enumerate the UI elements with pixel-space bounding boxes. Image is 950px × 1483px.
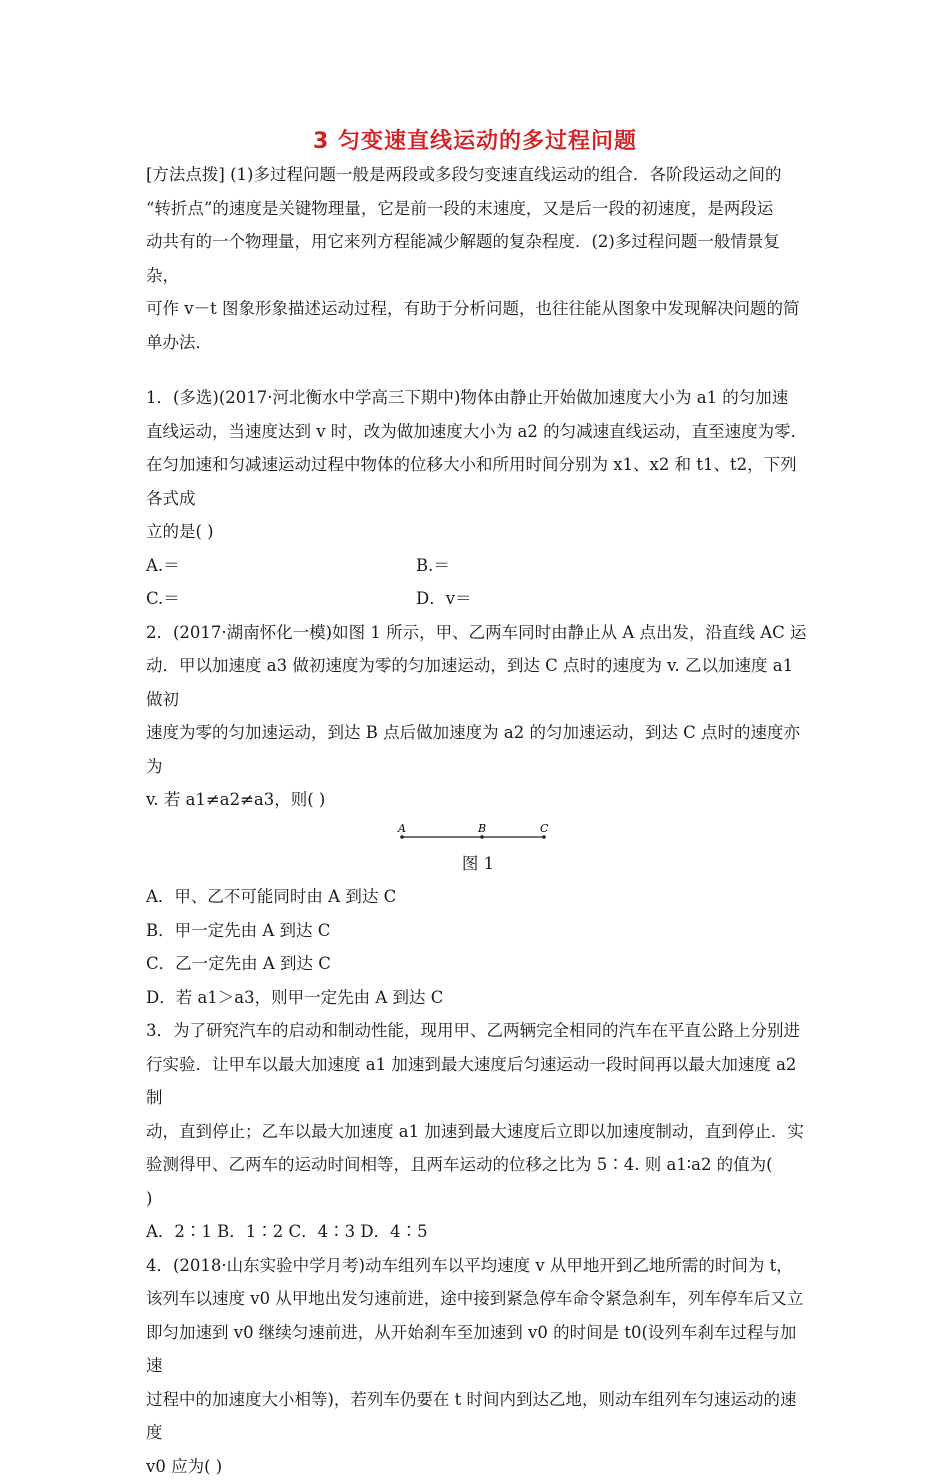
question-line: ) xyxy=(146,1182,810,1216)
question-line: 行实验．让甲车以最大加速度 a1 加速到最大速度后匀速运动一段时间再以最大加速度 a2 制 xyxy=(146,1048,810,1115)
point-a xyxy=(400,835,404,839)
method-line: 可作 v－t 图象形象描述运动过程，有助于分析问题，也往往能从图象中发现解决问题的简 xyxy=(146,292,810,326)
option-c: C.＝ xyxy=(146,582,416,616)
question-3 xyxy=(146,1014,810,1249)
point-c xyxy=(542,835,546,839)
question-line: 直线运动，当速度达到 v 时，改为做加速度大小为 a2 的匀减速直线运动，直至速度为零． xyxy=(146,415,810,449)
option-row xyxy=(146,582,810,616)
question-line: 立的是( ) xyxy=(146,515,810,549)
method-line: 动共有的一个物理量，用它来列方程能减少解题的复杂程度．(2)多过程问题一般情景复杂， xyxy=(146,225,810,292)
page-title: 3 匀变速直线运动的多过程问题 xyxy=(0,124,950,155)
line-diagram xyxy=(392,823,562,847)
document-body xyxy=(146,158,810,1483)
point-b-label: B xyxy=(477,823,486,835)
question-line: 验测得甲、乙两车的运动时间相等，且两车运动的位移之比为 5∶4. 则 a1∶a2 的值为( xyxy=(146,1148,810,1182)
question-4 xyxy=(146,1249,810,1483)
question-line: 4．(2018·山东实验中学月考)动车组列车以平均速度 v 从甲地开到乙地所需的时间为 t， xyxy=(146,1249,810,1283)
question-line: 2．(2017·湖南怀化一模)如图 1 所示，甲、乙两车同时由静止从 A 点出发，沿直线 AC 运 xyxy=(146,616,810,650)
method-tip xyxy=(146,158,810,359)
question-line: 该列车以速度 v0 从甲地出发匀速前进，途中接到紧急停车命令紧急刹车，列车停车后又立 xyxy=(146,1282,810,1316)
method-line: “转折点”的速度是关键物理量，它是前一段的末速度，又是后一段的初速度，是两段运 xyxy=(146,192,810,226)
question-line: v. 若 a1≠a2≠a3，则( ) xyxy=(146,783,810,817)
question-line: 1．(多选)(2017·河北衡水中学高三下期中)物体由静止开始做加速度大小为 a1 的匀加速 xyxy=(146,381,810,415)
question-line: 3．为了研究汽车的启动和制动性能，现用甲、乙两辆完全相同的汽车在平直公路上分别进 xyxy=(146,1014,810,1048)
option-row xyxy=(146,549,810,583)
point-a-label: A xyxy=(397,823,406,835)
figure-1 xyxy=(146,817,810,847)
options-line: A．2∶1 B．1∶2 C．4∶3 D．4∶5 xyxy=(146,1215,810,1249)
question-1 xyxy=(146,381,810,616)
question-line: 动．甲以加速度 a3 做初速度为零的匀加速运动，到达 C 点时的速度为 v. 乙以加速度 a1 做初 xyxy=(146,649,810,716)
figure-caption: 图 1 xyxy=(146,847,810,881)
option-b: B.＝ xyxy=(416,549,686,583)
question-line: v0 应为( ) xyxy=(146,1450,810,1483)
question-line: 动，直到停止；乙车以最大加速度 a1 加速到最大速度后立即以加速度制动，直到停止．实 xyxy=(146,1115,810,1149)
question-line: 速度为零的匀加速运动，到达 B 点后做加速度为 a2 的匀加速运动，到达 C 点时的速度亦为 xyxy=(146,716,810,783)
option-b: B．甲一定先由 A 到达 C xyxy=(146,914,810,948)
point-b xyxy=(480,835,484,839)
option-a: A．甲、乙不可能同时由 A 到达 C xyxy=(146,880,810,914)
option-d: D．若 a1＞a3，则甲一定先由 A 到达 C xyxy=(146,981,810,1015)
question-2 xyxy=(146,616,810,1015)
question-line: 在匀加速和匀减速运动过程中物体的位移大小和所用时间分别为 x1、x2 和 t1、t2，下列各式成 xyxy=(146,448,810,515)
method-line: [方法点拨] (1)多过程问题一般是两段或多段匀变速直线运动的组合．各阶段运动之间的 xyxy=(146,158,810,192)
question-line: 即匀加速到 v0 继续匀速前进，从开始刹车至加速到 v0 的时间是 t0(设列车刹车过程与加速 xyxy=(146,1316,810,1383)
method-line: 单办法． xyxy=(146,326,810,360)
option-a: A.＝ xyxy=(146,549,416,583)
point-c-label: C xyxy=(540,823,549,835)
option-c: C．乙一定先由 A 到达 C xyxy=(146,947,810,981)
question-line: 过程中的加速度大小相等)，若列车仍要在 t 时间内到达乙地，则动车组列车匀速运动的速度 xyxy=(146,1383,810,1450)
option-d: D．v＝ xyxy=(416,582,686,616)
